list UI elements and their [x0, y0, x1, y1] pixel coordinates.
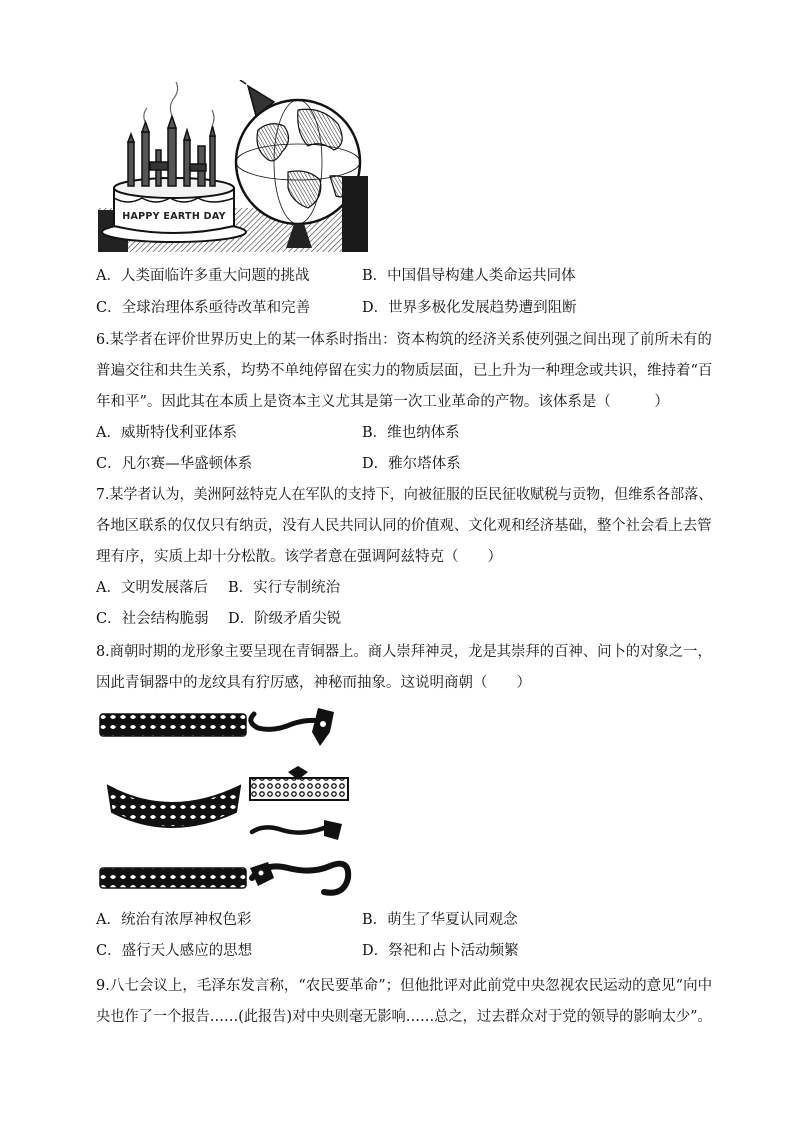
q8-option-c[interactable]: [96, 941, 252, 961]
q7-stem-line-2: 各地区联系的仅仅只有纳贡，没有人民共同认同的价值观、文化观和经济基础，整个社会看上去管: [96, 518, 712, 534]
option-text: 中国倡导构建人类命运共同体: [387, 268, 576, 284]
q8-option-a[interactable]: [96, 910, 251, 930]
q5-option-c[interactable]: [96, 298, 310, 318]
option-label: A．: [96, 580, 121, 596]
bronze-dragon-motifs: [98, 702, 358, 898]
q5-option-b[interactable]: [362, 266, 576, 286]
q6-option-a[interactable]: [96, 423, 237, 443]
q6-stem-line-2: 普遍交往和共生关系，均势不单纯停留在实力的物质层面，已上升为一种理念或共识，维持着“百: [96, 363, 713, 379]
q6-stem-line-3: 年和平”。因此其在本质上是资本主义尤其是第一次工业革命的产物。该体系是（ ）: [96, 394, 669, 410]
option-text: 文明发展落后: [120, 580, 208, 596]
option-text: 人类面临许多重大问题的挑战: [120, 268, 310, 284]
option-text: 凡尔赛—华盛顿体系: [121, 456, 253, 472]
q7-option-d[interactable]: [228, 609, 341, 629]
q7-stem-line-3: 理有序，实质上却十分松散。该学者意在强调阿兹特克（ ）: [96, 549, 502, 565]
option-label: D．: [228, 611, 255, 627]
option-text: 实行专制统治: [253, 580, 341, 596]
option-label: B．: [362, 268, 388, 284]
option-text: 统治有浓厚神权色彩: [120, 912, 252, 928]
option-label: A．: [96, 425, 121, 441]
option-label: C．: [96, 943, 122, 959]
q5-option-a[interactable]: [96, 266, 309, 286]
option-text: 社会结构脆弱: [121, 611, 209, 627]
earth-day-cartoon: [98, 80, 368, 252]
option-text: 雅尔塔体系: [388, 456, 461, 472]
option-text: 全球治理体系亟待改革和完善: [121, 300, 311, 316]
option-text: 阶级矛盾尖锐: [254, 611, 342, 627]
q7-option-b[interactable]: [228, 578, 340, 598]
q9-stem-line-1: 9.八七会议上，毛泽东发言称，“农民要革命”；但他批评对此前党中央忽视农民运动的意见“向中: [96, 978, 713, 994]
option-label: B．: [362, 912, 388, 928]
q6-stem-line-1: 6.某学者在评价世界历史上的某一体系时指出：资本构筑的经济关系使列强之间出现了前所未有的: [96, 332, 712, 348]
option-label: D．: [362, 943, 389, 959]
option-label: A．: [96, 268, 121, 284]
option-text: 盛行天人感应的思想: [121, 943, 253, 959]
option-label: C．: [96, 611, 122, 627]
q8-stem-line-2: 因此青铜器中的龙纹具有狞厉感，神秘而抽象。这说明商朝（ ）: [96, 675, 531, 691]
option-label: C．: [96, 300, 122, 316]
q6-option-d[interactable]: [362, 454, 461, 474]
option-text: 祭祀和占卜活动频繁: [388, 943, 519, 959]
dragon-pattern-illustration: [98, 702, 358, 898]
q9-stem-line-2: 央也作了一个报告……(此报告)对中央则毫无影响……总之，过去群众对于党的领导的影响太少”。: [96, 1009, 712, 1025]
option-label: C．: [96, 456, 122, 472]
cartoon-illustration: [98, 80, 368, 252]
q8-stem-line-1: 8.商朝时期的龙形象主要呈现在青铜器上。商人崇拜神灵，龙是其崇拜的百神、问卜的对象之一，: [96, 644, 712, 660]
q7-option-a[interactable]: [96, 578, 208, 598]
q5-option-d[interactable]: [362, 298, 577, 318]
q7-stem-line-1: 7.某学者认为，美洲阿兹特克人在军队的支持下，向被征服的臣民征收赋税与贡物，但维系各部落、: [96, 487, 713, 503]
option-text: 世界多极化发展趋势遭到阻断: [388, 300, 577, 316]
option-label: B．: [228, 580, 254, 596]
cake-label: HAPPY EARTH DAY: [122, 211, 226, 222]
q8-option-d[interactable]: [362, 941, 519, 961]
q6-option-c[interactable]: [96, 454, 252, 474]
q6-option-b[interactable]: [362, 423, 460, 443]
option-text: 萌生了华夏认同观念: [387, 912, 518, 928]
option-text: 威斯特伐利亚体系: [120, 425, 237, 441]
q8-option-b[interactable]: [362, 910, 518, 930]
q7-option-c[interactable]: [96, 609, 209, 629]
option-label: D．: [362, 456, 389, 472]
option-label: B．: [362, 425, 388, 441]
option-label: D．: [362, 300, 389, 316]
option-label: A．: [96, 912, 121, 928]
option-text: 维也纳体系: [387, 425, 460, 441]
